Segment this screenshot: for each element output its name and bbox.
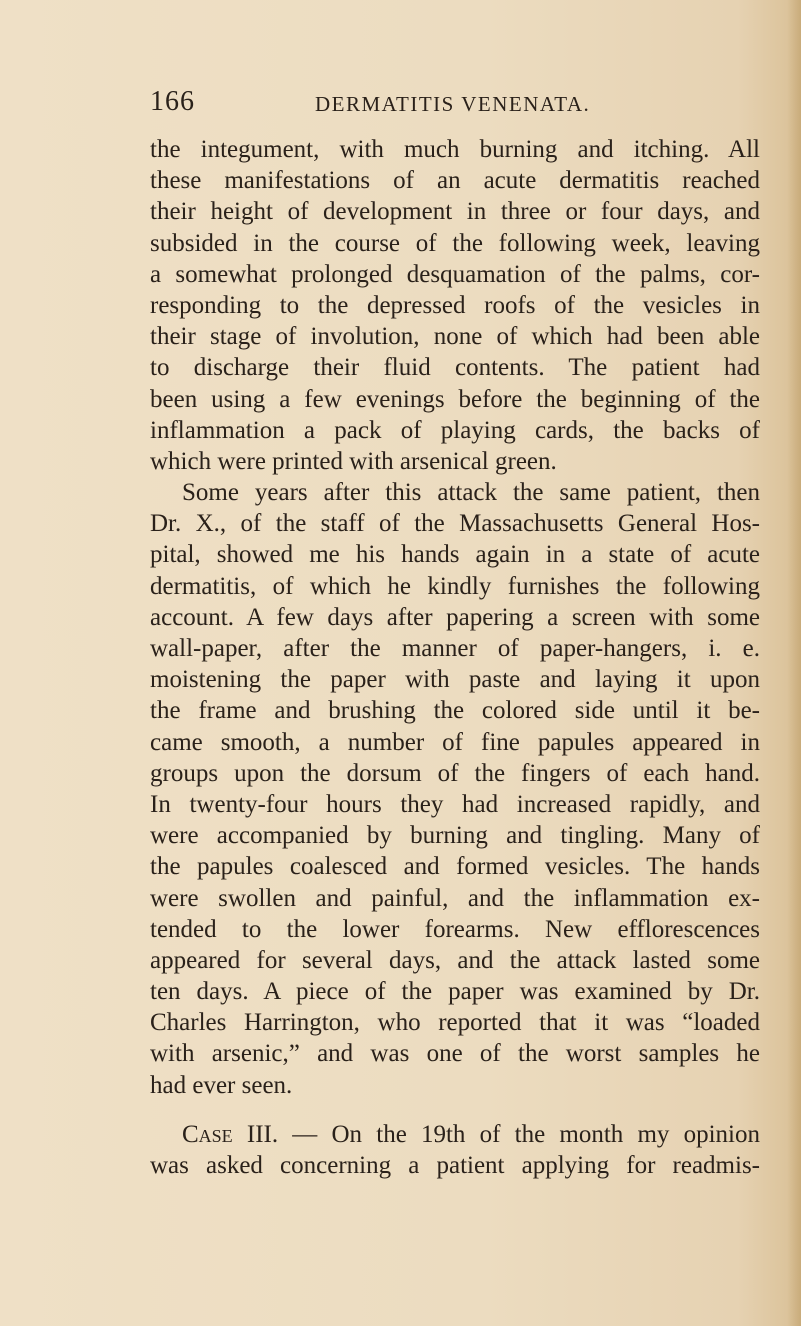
text-line: came smooth, a number of fine papules appeared in: [150, 728, 760, 756]
text-line: a somewhat prolonged desquamation of the palms, cor-: [150, 260, 760, 288]
text-line: wall-paper, after the manner of paper-hangers, i. e.: [150, 635, 760, 662]
text-line: account. A few days after papering a screen with some: [150, 603, 760, 631]
text-line: ten days. A piece of the paper was examined by Dr.: [150, 978, 760, 1006]
text-line: Charles Harrington, who reported that it was “loaded: [150, 1009, 760, 1037]
running-title: DERMATITIS VENENATA.: [315, 92, 591, 116]
text-line: Some years after this attack the same patient, then: [182, 479, 760, 507]
page-number: 166: [150, 86, 195, 117]
text-line: subsided in the course of the following week, leaving: [150, 229, 760, 257]
text-line: their stage of involution, none of which had been able: [150, 323, 760, 351]
text-line: tended to the lower forearms. New efflorescences: [150, 915, 760, 943]
text-line: were accompanied by burning and tingling. Many of: [150, 822, 760, 850]
page-edge-shadow: [787, 0, 801, 1326]
text-line: Dr. X., of the staff of the Massachusetts General Hos-: [150, 510, 760, 538]
body-text: [150, 134, 760, 1181]
text-line: with arsenic,” and was one of the worst samples he: [150, 1040, 760, 1068]
text-line: groups upon the dorsum of the fingers of each hand.: [150, 759, 760, 787]
text-line: these manifestations of an acute dermatitis reached: [150, 167, 760, 195]
paragraph-1: [150, 134, 760, 477]
text-line: had ever seen.: [150, 1071, 293, 1099]
text-line: pital, showed me his hands again in a state of acute: [150, 541, 760, 569]
text-line: their height of development in three or four days, and: [150, 198, 760, 226]
running-head: [150, 86, 750, 120]
text-line: were swollen and painful, and the inflammation ex-: [150, 884, 760, 912]
text-line: the integument, with much burning and itching. All: [150, 136, 760, 163]
text-line: responding to the depressed roofs of the vesicles in: [150, 291, 760, 319]
text-line: the frame and brushing the colored side until it be-: [150, 697, 760, 725]
text-line: which were printed with arsenical green.: [150, 447, 557, 475]
case-label: Case III.: [182, 1120, 279, 1148]
text-line: was asked concerning a patient applying for readmis-: [150, 1152, 760, 1179]
paragraph-gap: [150, 1101, 760, 1119]
text-line: to discharge their fluid contents. The patient had: [150, 354, 760, 382]
text-line: the papules coalesced and formed vesicles. The hands: [150, 853, 760, 881]
case-text: — On the 19th of the month my opinion: [278, 1120, 761, 1148]
paragraph-2: [150, 477, 760, 1101]
text-line: In twenty-four hours they had increased rapidly, and: [150, 790, 760, 818]
text-line: [150, 1119, 760, 1150]
paragraph-3: [150, 1119, 760, 1181]
text-line: moistening the paper with paste and laying it upon: [150, 666, 760, 694]
text-line: inflammation a pack of playing cards, the backs of: [150, 416, 760, 444]
text-line: been using a few evenings before the beginning of the: [150, 385, 760, 413]
text-line: appeared for several days, and the attack lasted some: [150, 946, 760, 974]
text-line: dermatitis, of which he kindly furnishes the following: [150, 572, 760, 600]
